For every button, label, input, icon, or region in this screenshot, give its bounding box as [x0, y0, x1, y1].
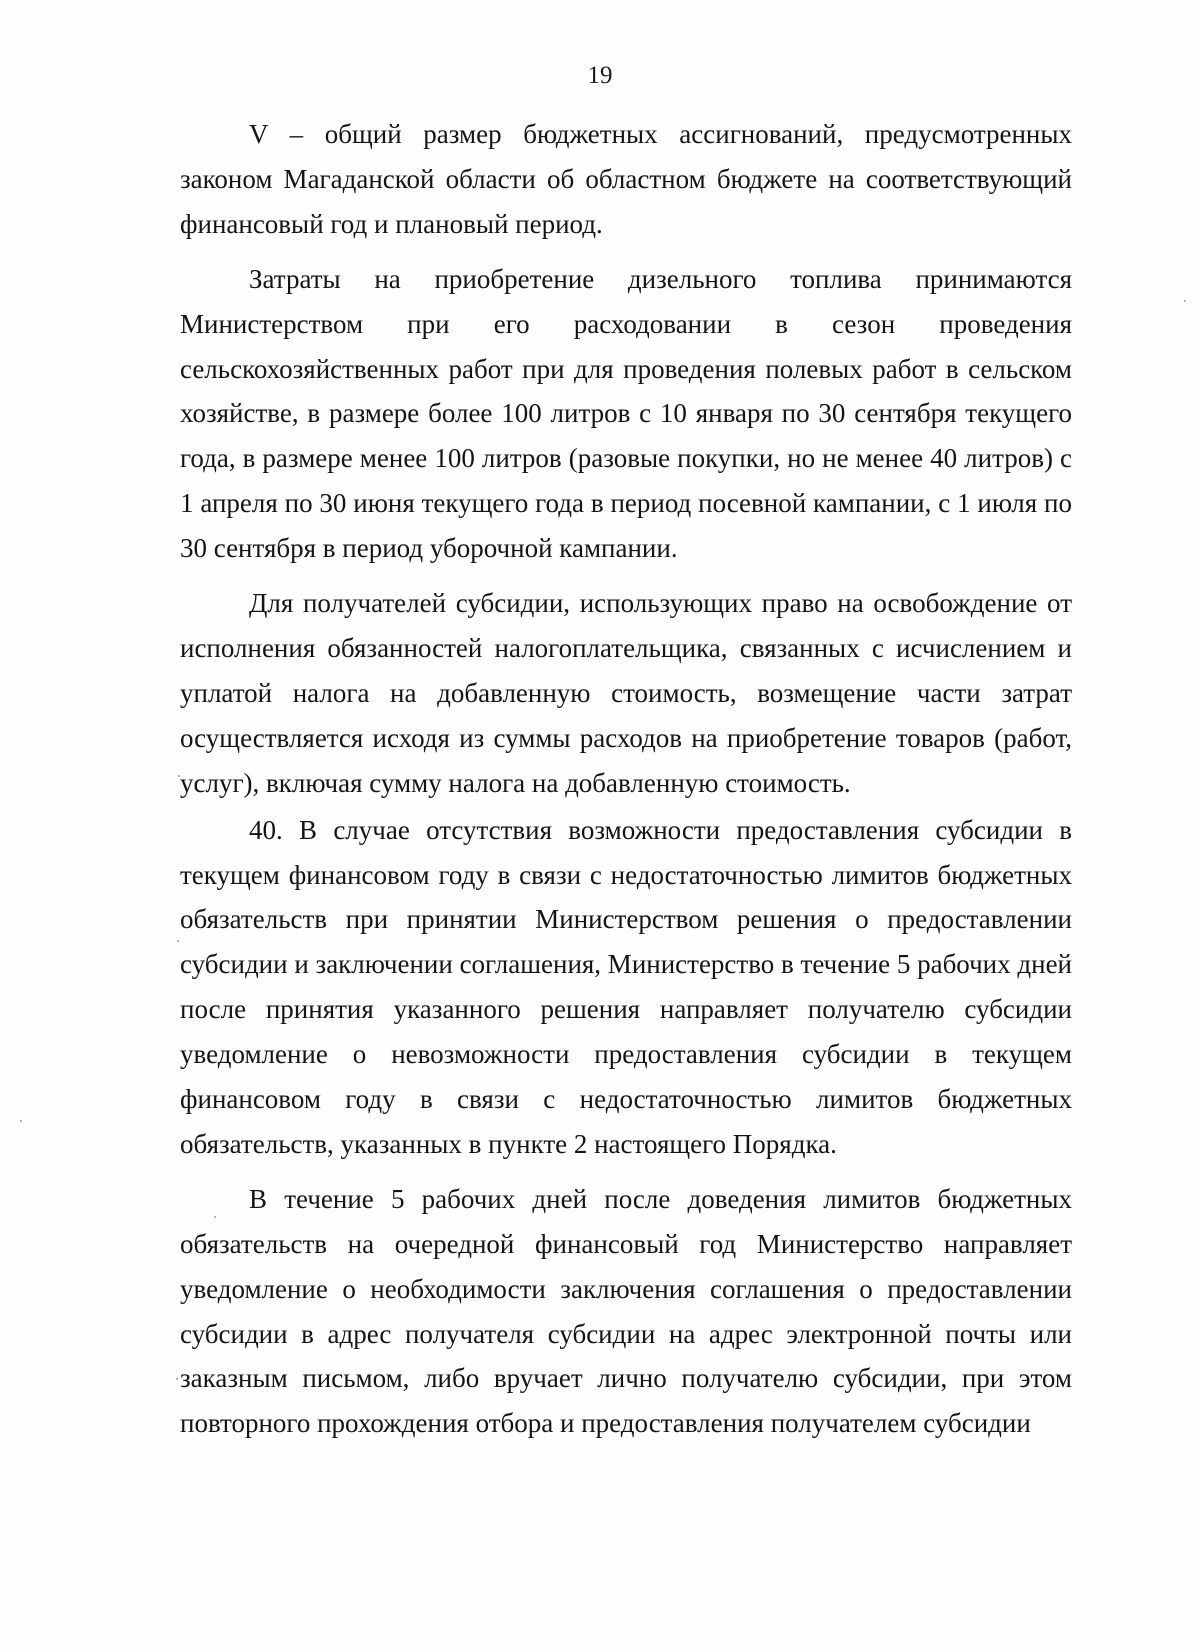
paragraph-budget-definition: V – общий размер бюджетных ассигнований, предусмотренных законом Магаданской области об областном бюджете на соответствующий финансовый год и плановый период.: [180, 119, 1072, 239]
scan-speck: [1184, 300, 1186, 302]
scan-speck: [177, 940, 179, 942]
paragraph-vat-exemption: Для получателей субсидии, использующих право на освобождение от исполнения обязанностей налогоплательщика, связанных с исчислением и уплатой налога на добавленную стоимость, возмещение части затрат осуществляется исходя из суммы расходов на приобретение товаров (работ, услуг), включая сумму налога на добавленную стоимость.: [180, 588, 1072, 798]
scan-speck: [214, 1216, 216, 1218]
page-number: 19: [587, 62, 613, 89]
paragraph-diesel-costs: Затраты на приобретение дизельного топлива принимаются Министерством при его расходовании в сезон проведения сельскохозяйственных работ при для проведения полевых работ в сельском хозяйстве, в размере более 100 литров с 10 января по 30 сентября текущего года, в размере менее 100 литров (разовые покупки, но не менее 40 литров) с 1 апреля по 30 июня текущего года в период посевной кампании, с 1 июля по 30 сентября в период уборочной кампании.: [180, 263, 1072, 564]
scan-speck: [20, 1120, 22, 1122]
paragraph-notification: В течение 5 рабочих дней после доведения лимитов бюджетных обязательств на очередной финансовый год Министерство направляет уведомление о необходимости заключения соглашения о предоставлении субсидии в адрес получателя субсидии на адрес электронной почты или заказным письмом, либо вручает лично получателю субсидии, при этом повторного прохождения отбора и предоставления получателем субсидии: [180, 1183, 1072, 1439]
paragraph-clause-40: 40. В случае отсутствия возможности предоставления субсидии в текущем финансовом году в связи с недостаточностью лимитов бюджетных обязательств при принятии Министерством решения о предоставлении субсидии и заключении соглашения, Министерство в течение 5 рабочих дней после принятия указанного решения направляет получателю субсидии уведомление о невозможности предоставления субсидии в текущем финансовом году в связи с недостаточностью лимитов бюджетных обязательств, указанных в пункте 2 настоящего Порядка.: [180, 814, 1073, 1159]
document-body: [180, 112, 1072, 1446]
scan-speck: [178, 775, 180, 777]
scan-speck: [176, 1378, 178, 1380]
